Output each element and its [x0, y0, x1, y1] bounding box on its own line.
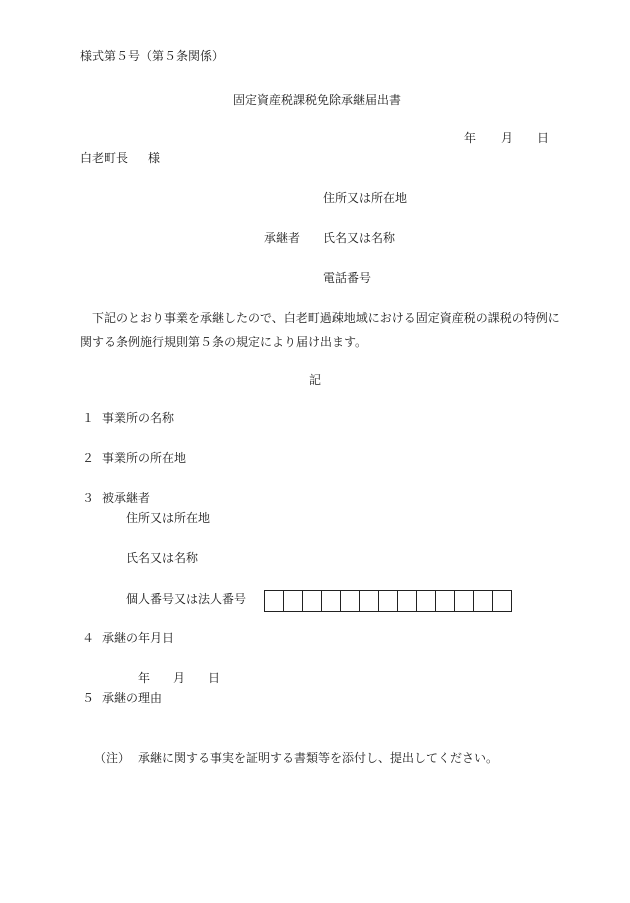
item4-label: 承継の年月日	[102, 631, 175, 645]
addressee-honorific: 様	[148, 151, 161, 165]
applicant-role-label: 承継者	[264, 231, 301, 245]
item3-address-label: 住所又は所在地	[126, 511, 211, 525]
addressee-name: 白老町長	[80, 151, 129, 165]
id-digit-box[interactable]	[360, 591, 379, 611]
item4-day-label: 日	[208, 671, 221, 685]
item5-number: ５	[82, 691, 95, 705]
item4-number: ４	[82, 631, 95, 645]
id-digit-box[interactable]	[398, 591, 417, 611]
item5-label: 承継の理由	[102, 691, 163, 705]
id-digit-box[interactable]	[284, 591, 303, 611]
item3-label: 被承継者	[102, 491, 151, 505]
applicant-phone-label: 電話番号	[323, 271, 372, 285]
id-digit-box[interactable]	[417, 591, 436, 611]
applicant-name-label: 氏名又は名称	[323, 231, 396, 245]
date-day-label: 日	[537, 131, 550, 145]
item1-number: １	[82, 411, 95, 425]
id-number-boxes[interactable]	[264, 590, 512, 612]
item4-year-label: 年	[138, 671, 151, 685]
item2-number: ２	[82, 451, 95, 465]
id-digit-box[interactable]	[303, 591, 322, 611]
item1-label: 事業所の名称	[102, 411, 175, 425]
item3-id-label: 個人番号又は法人番号	[126, 592, 247, 606]
ki-heading: 記	[309, 373, 322, 387]
date-year-label: 年	[464, 131, 477, 145]
item4-month-label: 月	[173, 671, 186, 685]
date-month-label: 月	[501, 131, 514, 145]
id-digit-box[interactable]	[341, 591, 360, 611]
note-label: （注）	[94, 751, 131, 765]
id-digit-box[interactable]	[474, 591, 493, 611]
item3-number: ３	[82, 491, 95, 505]
id-digit-box[interactable]	[379, 591, 398, 611]
form-number: 様式第５号（第５条関係）	[80, 49, 225, 63]
note-text: 承継に関する事実を証明する書類等を添付し、提出してください。	[138, 751, 499, 765]
id-digit-box[interactable]	[322, 591, 341, 611]
item2-label: 事業所の所在地	[102, 451, 187, 465]
body-paragraph: 下記のとおり事業を承継したので、白老町過疎地域における固定資産税の課税の特例に関する条例施行規則第５条の規定により届け出ます。	[80, 311, 560, 349]
item3-name-label: 氏名又は名称	[126, 551, 199, 565]
id-digit-box[interactable]	[436, 591, 455, 611]
id-digit-box[interactable]	[455, 591, 474, 611]
document-title: 固定資産税課税免除承継届出書	[233, 93, 402, 107]
id-digit-box[interactable]	[265, 591, 284, 611]
id-digit-box[interactable]	[493, 591, 511, 611]
applicant-address-label: 住所又は所在地	[323, 191, 408, 205]
